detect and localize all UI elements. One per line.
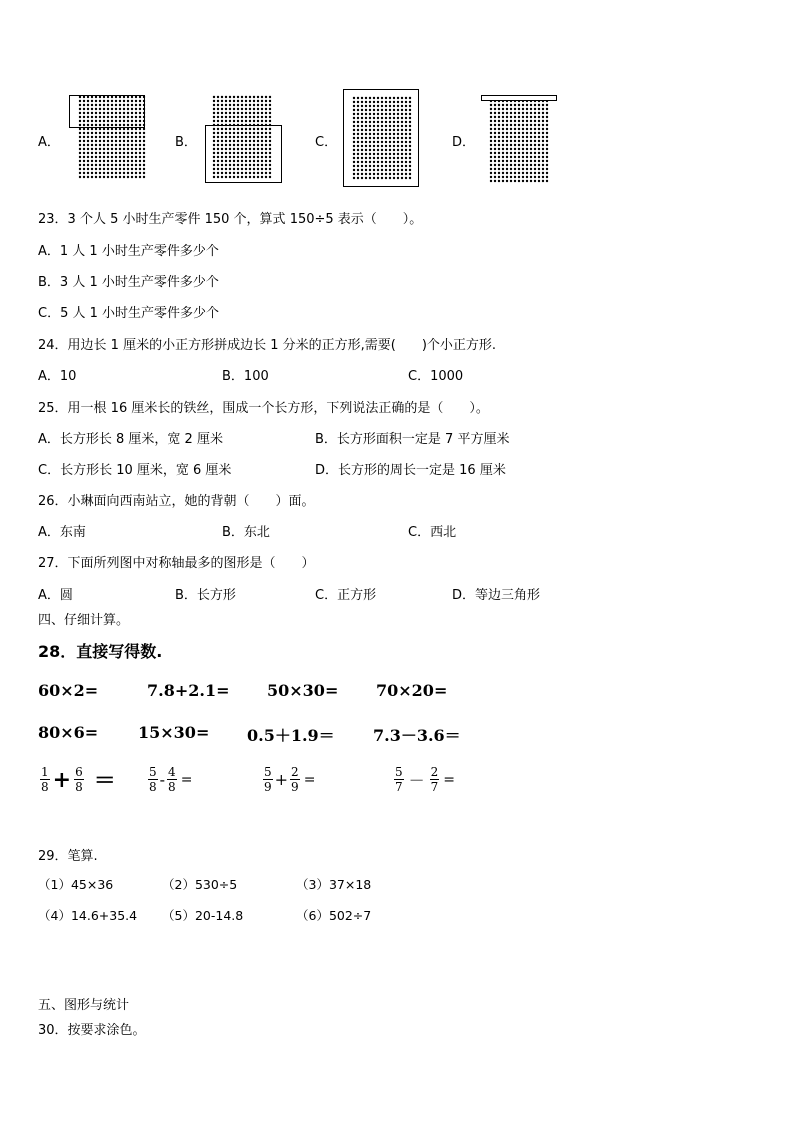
operator: + bbox=[274, 770, 289, 789]
fraction-expr-1 bbox=[40, 764, 119, 795]
q27-option-d: D．等边三角形 bbox=[452, 588, 541, 603]
q23-stem: 23．3 个人 5 小时生产零件 150 个，算式 150÷5 表示（ ）。 bbox=[38, 212, 423, 227]
q29-stem: 29．笔算. bbox=[38, 849, 98, 864]
q26-option-c: C．西北 bbox=[408, 525, 457, 540]
calc-2-1: 80×6= bbox=[38, 723, 99, 742]
q24-stem: 24．用边长 1 厘米的小正方形拼成边长 1 分米的正方形,需要( )个小正方形. bbox=[38, 338, 497, 353]
calc-2-4: 7.3－3.6＝ bbox=[373, 726, 461, 745]
option-c-label: C． bbox=[315, 135, 338, 150]
calc-2-3: 0.5＋1.9＝ bbox=[247, 726, 335, 745]
operator: - bbox=[159, 770, 166, 789]
denominator: 8 bbox=[168, 780, 176, 794]
calc-1-4: 70×20= bbox=[376, 681, 448, 700]
q29-item-1: （1）45×36 bbox=[38, 877, 114, 892]
figure-b bbox=[204, 94, 284, 186]
q25-option-c: C．长方形长 10 厘米，宽 6 厘米 bbox=[38, 463, 232, 478]
q29-item-5: （5）20-14.8 bbox=[162, 908, 244, 923]
figure-c bbox=[342, 88, 422, 190]
q25-option-a: A．长方形长 8 厘米，宽 2 厘米 bbox=[38, 432, 223, 447]
numerator: 5 bbox=[264, 765, 272, 779]
q27-stem: 27．下面所列图中对称轴最多的图形是（ ） bbox=[38, 556, 315, 571]
equals-sign: ＝ bbox=[93, 768, 116, 794]
q30-stem: 30．按要求涂色。 bbox=[38, 1023, 146, 1038]
denominator: 8 bbox=[41, 780, 49, 794]
numerator: 4 bbox=[168, 765, 176, 779]
q25-stem: 25．用一根 16 厘米长的铁丝，围成一个长方形，下列说法正确的是（ ）。 bbox=[38, 401, 489, 416]
q29-item-6: （6）502÷7 bbox=[296, 908, 372, 923]
q24-option-b: B．100 bbox=[222, 369, 269, 384]
denominator: 8 bbox=[75, 780, 83, 794]
q23-option-b: B．3 人 1 小时生产零件多少个 bbox=[38, 275, 219, 290]
option-d-label: D． bbox=[452, 135, 476, 150]
numerator: 6 bbox=[75, 765, 83, 779]
denominator: 8 bbox=[149, 780, 157, 794]
q29-item-2: （2）530÷5 bbox=[162, 877, 238, 892]
operator: + bbox=[52, 766, 72, 793]
q26-option-b: B．东北 bbox=[222, 525, 270, 540]
numerator: 5 bbox=[395, 765, 403, 779]
equals-sign: = bbox=[303, 771, 316, 788]
fraction-expr-2 bbox=[148, 766, 192, 793]
q27-option-c: C．正方形 bbox=[315, 588, 377, 603]
q25-option-d: D．长方形的周长一定是 16 厘米 bbox=[315, 463, 506, 478]
numerator: 5 bbox=[149, 765, 157, 779]
calc-2-2: 15×30= bbox=[138, 723, 210, 742]
denominator: 7 bbox=[430, 780, 439, 794]
q27-option-b: B．长方形 bbox=[175, 588, 236, 603]
q27-option-a: A．圆 bbox=[38, 588, 73, 603]
calc-1-2: 7.8+2.1= bbox=[147, 681, 230, 700]
numerator: 2 bbox=[430, 765, 439, 779]
numerator: 2 bbox=[291, 765, 299, 779]
q23-option-a: A．1 人 1 小时生产零件多少个 bbox=[38, 244, 219, 259]
calc-1-1: 60×2= bbox=[38, 681, 99, 700]
q29-item-4: （4）14.6+35.4 bbox=[38, 908, 138, 923]
denominator: 9 bbox=[264, 780, 272, 794]
operator: － bbox=[408, 771, 425, 790]
equals-sign: = bbox=[443, 771, 456, 788]
q24-option-a: A．10 bbox=[38, 369, 77, 384]
q23-option-c: C．5 人 1 小时生产零件多少个 bbox=[38, 306, 220, 321]
figure-d bbox=[480, 94, 560, 186]
figure-a bbox=[68, 94, 148, 186]
fraction-expr-3 bbox=[263, 766, 315, 793]
option-a-label: A． bbox=[38, 135, 60, 150]
denominator: 9 bbox=[291, 780, 299, 794]
section-4-heading: 四、仔细计算。 bbox=[38, 613, 130, 628]
equals-sign: = bbox=[180, 771, 193, 788]
q28-stem: 28．直接写得数. bbox=[38, 642, 163, 661]
q25-option-b: B．长方形面积一定是 7 平方厘米 bbox=[315, 432, 510, 447]
q26-stem: 26．小琳面向西南站立，她的背朝（ ）面。 bbox=[38, 494, 315, 509]
calc-1-3: 50×30= bbox=[267, 681, 339, 700]
q24-option-c: C．1000 bbox=[408, 369, 464, 384]
q26-option-a: A．东南 bbox=[38, 525, 86, 540]
denominator: 7 bbox=[395, 780, 403, 794]
section-5-heading: 五、图形与统计 bbox=[38, 998, 130, 1013]
fraction-expr-4 bbox=[394, 766, 455, 793]
q29-item-3: （3）37×18 bbox=[296, 877, 372, 892]
numerator: 1 bbox=[41, 765, 49, 779]
option-b-label: B． bbox=[175, 135, 197, 150]
